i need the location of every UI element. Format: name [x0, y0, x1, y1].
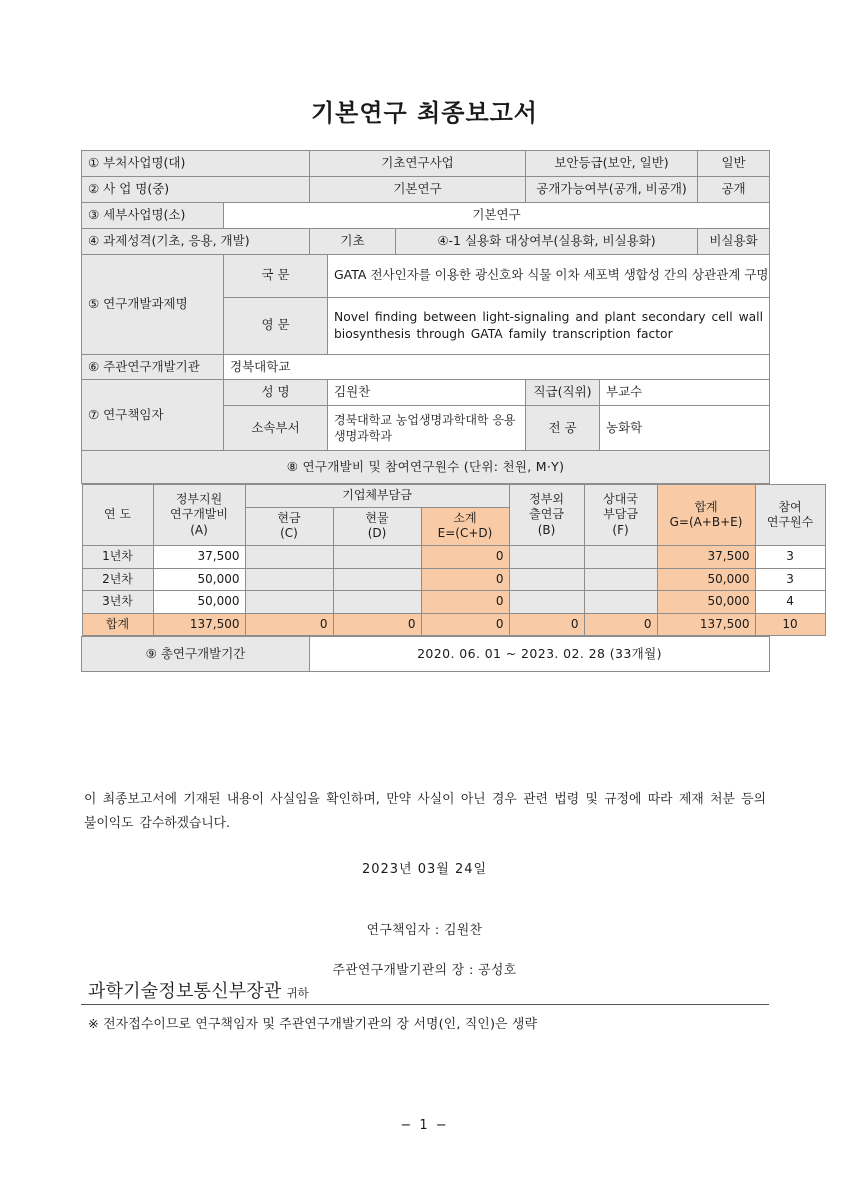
row5-ko-value: GATA 전사인자를 이용한 광신호와 식물 이차 세포벽 생합성 간의 상관관계 구명 — [328, 254, 770, 297]
foreign-line3: (F) — [612, 522, 629, 537]
row-researchers: 3 — [755, 546, 825, 569]
budget-col-researchers — [755, 485, 825, 546]
row2-label: ② 사 업 명(중) — [82, 176, 310, 202]
row6-label: ⑥ 주관연구개발기관 — [82, 354, 224, 380]
row5-en-value: Novel finding between light-signaling and plant secondary cell wall biosynthesis through GATA family transcription factor — [328, 297, 770, 354]
row5-en-label: 영 문 — [224, 297, 328, 354]
row2-disclosure-label: 공개가능여부(공개, 비공개) — [526, 176, 698, 202]
row-foreign — [584, 568, 657, 591]
budget-col-gov-funding — [153, 485, 245, 546]
row-foreign — [584, 591, 657, 614]
row5-label: ⑤ 연구개발과제명 — [82, 254, 224, 354]
row7-dept-value: 경북대학교 농업생명과학대학 응용생명과학과 — [328, 406, 526, 451]
addressee-name: 과학기술정보통신부장관 — [88, 981, 282, 1002]
page-title: 기본연구 최종보고서 — [310, 99, 538, 127]
total-row-inkind: 0 — [333, 613, 421, 636]
row7-name-value: 김원찬 — [328, 380, 526, 406]
row-gov-funding: 50,000 — [153, 568, 245, 591]
budget-col-subtotal — [421, 507, 509, 545]
addressee — [88, 977, 309, 1003]
nongov-line1: 정부외 — [529, 491, 564, 506]
confirmation-statement: 이 최종보고서에 기재된 내용이 사실임을 확인하며, 만약 사실이 아닌 경우 관련 법령 및 규정에 따라 제재 처분 등의 불이익도 감수하겠습니다. — [84, 792, 766, 831]
footnote: ※ 전자접수이므로 연구책임자 및 주관연구개발기관의 장 서명(인, 직인)은 생략 — [88, 1017, 538, 1032]
table-row-total — [82, 613, 825, 636]
signature-date: 2023년 03월 24일 — [361, 862, 488, 877]
row-total: 37,500 — [657, 546, 755, 569]
form-row-period — [82, 637, 770, 672]
total-line1: 합계 — [694, 499, 718, 514]
form-row-pi-name — [82, 380, 770, 406]
row-inkind — [333, 568, 421, 591]
form-row-program-name — [82, 176, 770, 202]
total-row-total: 137,500 — [657, 613, 755, 636]
row-inkind — [333, 591, 421, 614]
total-line2: G=(A+B+E) — [669, 515, 743, 530]
row-gov-funding: 37,500 — [153, 546, 245, 569]
row-nongov — [509, 591, 584, 614]
row-cash — [245, 546, 333, 569]
row2-disclosure-value: 공개 — [698, 176, 770, 202]
report-form-table — [81, 150, 814, 672]
foreign-line1: 상대국 — [603, 491, 638, 506]
total-row-nongov: 0 — [509, 613, 584, 636]
row7-dept-label: 소속부서 — [224, 406, 328, 451]
budget-col-nongov — [509, 485, 584, 546]
total-row-foreign: 0 — [584, 613, 657, 636]
row-year: 3년차 — [82, 591, 153, 614]
row-subtotal: 0 — [421, 591, 509, 614]
row-total: 50,000 — [657, 591, 755, 614]
form-row-sub-program — [82, 202, 770, 228]
row7-position-value: 부교수 — [600, 380, 770, 406]
nongov-line2: 출연금 — [529, 507, 564, 522]
budget-col-foreign — [584, 485, 657, 546]
form-row-budget-table — [82, 484, 770, 637]
row7-position-label: 직급(직위) — [526, 380, 600, 406]
row1-security-label: 보안등급(보안, 일반) — [526, 151, 698, 177]
row-nongov — [509, 568, 584, 591]
row4-label: ④ 과제성격(기초, 응용, 개발) — [82, 228, 310, 254]
row3-label: ③ 세부사업명(소) — [82, 202, 224, 228]
table-row — [82, 568, 825, 591]
subtotal-line1: 소계 — [453, 510, 477, 525]
row-year: 1년차 — [82, 546, 153, 569]
signature-principal-investigator: 연구책임자 : 김원찬 — [366, 923, 483, 938]
form-row-budget-title — [82, 451, 770, 484]
row4-practical-value: 비실용화 — [698, 228, 770, 254]
row4-practical-label: ④-1 실용화 대상여부(실용화, 비실용화) — [396, 228, 698, 254]
table-row — [82, 591, 825, 614]
inkind-line1: 현물 — [365, 510, 389, 525]
row-year: 2년차 — [82, 568, 153, 591]
total-row-gov-funding: 137,500 — [153, 613, 245, 636]
row7-label: ⑦ 연구책임자 — [82, 380, 224, 451]
form-row-title-ko — [82, 254, 770, 297]
total-row-researchers: 10 — [755, 613, 825, 636]
row3-value: 기본연구 — [224, 202, 770, 228]
budget-col-cash — [245, 507, 333, 545]
addressee-suffix: 귀하 — [286, 986, 309, 1000]
total-row-year: 합계 — [82, 613, 153, 636]
row6-value: 경북대학교 — [224, 354, 770, 380]
form-row-host-institution — [82, 354, 770, 380]
budget-col-total — [657, 485, 755, 546]
row-foreign — [584, 546, 657, 569]
signature-organization-head: 주관연구개발기관의 장 : 공성호 — [332, 963, 517, 978]
row9-label: ⑨ 총연구개발기간 — [82, 637, 310, 672]
row-subtotal: 0 — [421, 568, 509, 591]
row5-ko-label: 국 문 — [224, 254, 328, 297]
row-researchers: 3 — [755, 568, 825, 591]
row7-major-value: 농화학 — [600, 406, 770, 451]
row-total: 50,000 — [657, 568, 755, 591]
horizontal-divider — [81, 1004, 769, 1005]
total-row-cash: 0 — [245, 613, 333, 636]
table-row — [82, 546, 825, 569]
row1-value: 기초연구사업 — [310, 151, 526, 177]
total-row-subtotal: 0 — [421, 613, 509, 636]
row2-value: 기본연구 — [310, 176, 526, 202]
cash-line1: 현금 — [277, 510, 301, 525]
cash-line2: (C) — [280, 526, 298, 541]
form-row-project-type — [82, 228, 770, 254]
row-cash — [245, 591, 333, 614]
subtotal-line2: E=(C+D) — [437, 526, 493, 541]
budget-col-company-group: 기업체부담금 — [245, 485, 509, 508]
form-row-ministry-program — [82, 151, 770, 177]
budget-col-inkind — [333, 507, 421, 545]
budget-col-year: 연 도 — [82, 485, 153, 546]
gov-funding-line2: 연구개발비 — [170, 507, 228, 522]
researchers-line1: 참여 — [778, 499, 802, 514]
row-researchers: 4 — [755, 591, 825, 614]
nongov-line3: (B) — [537, 522, 556, 537]
row-nongov — [509, 546, 584, 569]
row1-label: ① 부처사업명(대) — [82, 151, 310, 177]
row4-value: 기초 — [310, 228, 396, 254]
researchers-line2: 연구원수 — [766, 515, 814, 530]
inkind-line2: (D) — [367, 526, 387, 541]
row8-title: ⑧ 연구개발비 및 참여연구원수 (단위: 천원, M·Y) — [82, 451, 770, 484]
gov-funding-line1: 정부지원 — [175, 491, 223, 506]
row7-major-label: 전 공 — [526, 406, 600, 451]
row-gov-funding: 50,000 — [153, 591, 245, 614]
row1-security-value: 일반 — [698, 151, 770, 177]
budget-table — [82, 484, 826, 636]
row-cash — [245, 568, 333, 591]
foreign-line2: 부담금 — [603, 507, 638, 522]
page-number: − 1 − — [400, 1118, 449, 1133]
gov-funding-line3: (A) — [190, 522, 208, 537]
row-subtotal: 0 — [421, 546, 509, 569]
budget-header-row-1 — [82, 485, 825, 508]
row9-value: 2020. 06. 01 ~ 2023. 02. 28 (33개월) — [310, 637, 770, 672]
row7-name-label: 성 명 — [224, 380, 328, 406]
row-inkind — [333, 546, 421, 569]
